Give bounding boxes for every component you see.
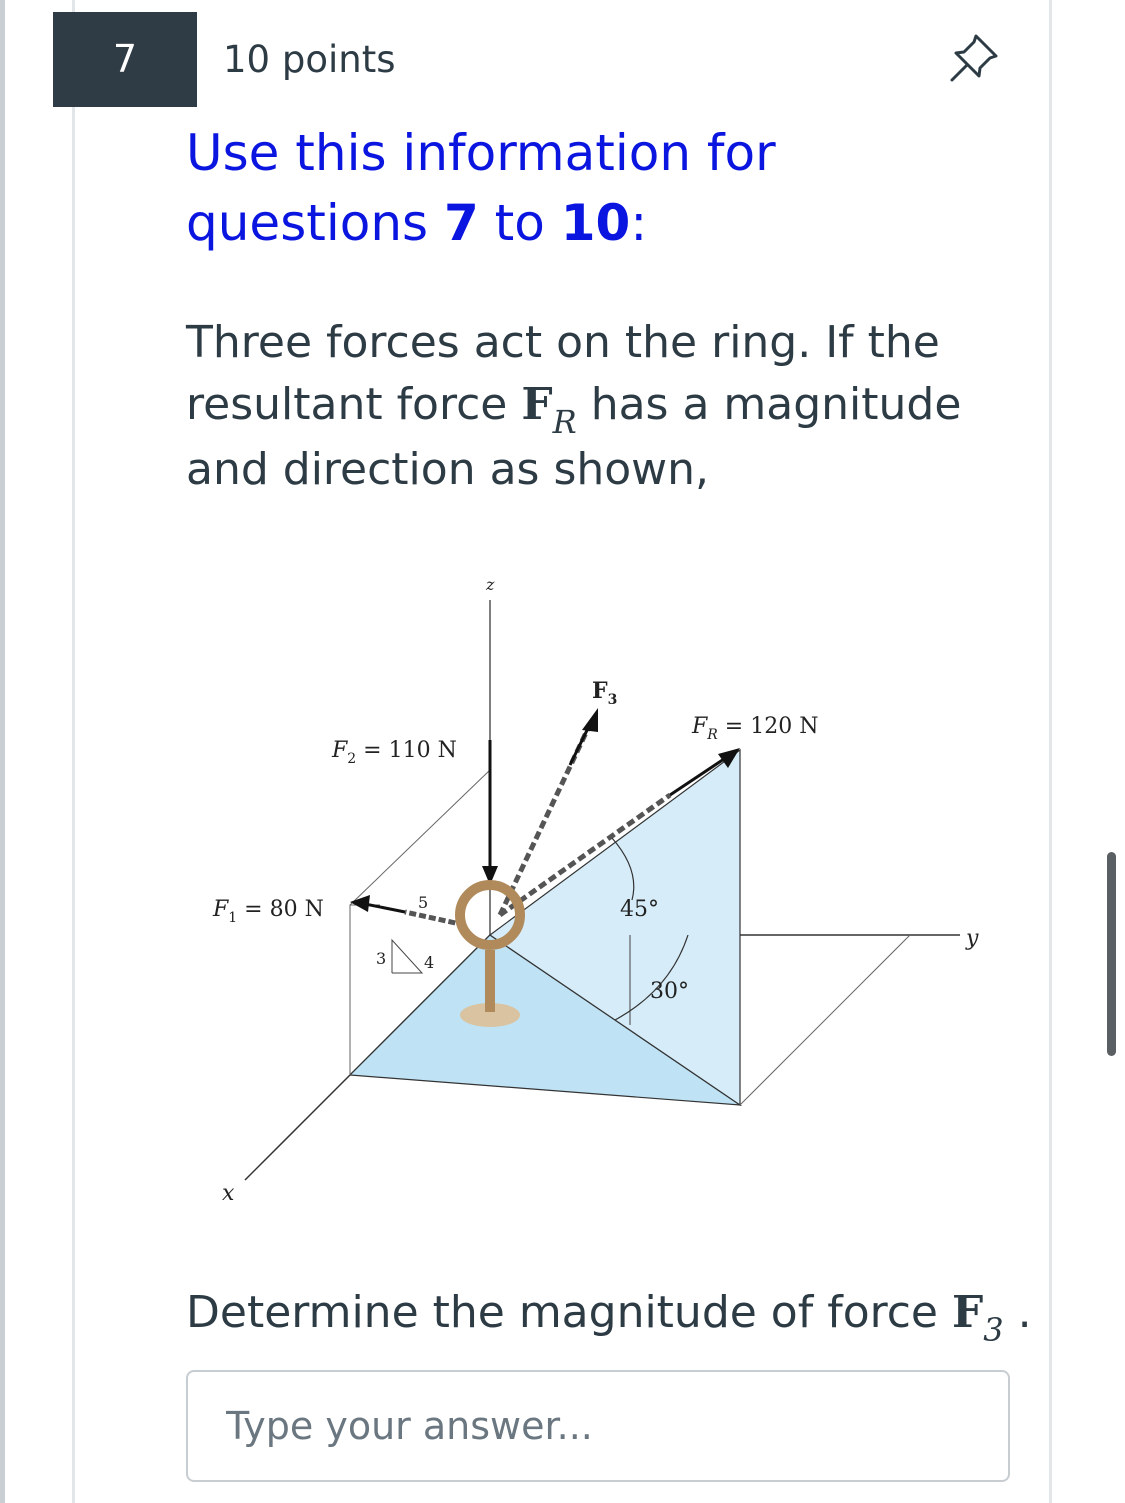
slope-label-4: 4 (424, 953, 435, 972)
force-symbol: F (951, 1287, 984, 1338)
f2-label (331, 738, 457, 767)
heading-text-mid: to (478, 194, 561, 252)
f1-label-symbol: F (213, 897, 229, 922)
f2-label-symbol: F (332, 738, 348, 763)
heading-text-pre: Use this information for questions (186, 124, 776, 252)
heading-number-to: 10 (560, 194, 631, 252)
force-diagram (200, 570, 1000, 1220)
x-axis-label: x (222, 1181, 235, 1206)
f1-arrowhead (350, 895, 370, 912)
f3-label-symbol: F (592, 678, 608, 704)
problem-statement (186, 312, 966, 501)
construction-right (740, 935, 910, 1105)
fr-label-value: = 120 N (717, 714, 819, 739)
answer-input[interactable] (186, 1370, 1010, 1482)
angle-45-label: 45° (620, 897, 659, 922)
question-number-badge: 7 (53, 12, 197, 107)
f3-arrowhead (582, 708, 598, 732)
angle-30-label: 30° (650, 979, 689, 1004)
resultant-symbol: F (521, 379, 553, 430)
slope-label-5: 5 (418, 893, 429, 912)
force-subscript: 3 (983, 1311, 1004, 1349)
y-axis-label: y (966, 926, 979, 951)
f1-label (212, 897, 324, 926)
eyebolt-shank (485, 950, 495, 1012)
pin-icon[interactable] (946, 30, 1002, 86)
question-prompt (186, 1282, 1046, 1347)
slope-label-3: 3 (376, 949, 387, 968)
statement-text-pre: Three forces act on the ring. If the resultant force (186, 317, 940, 430)
question-points: 10 points (223, 38, 396, 81)
statement-text-post: has a magnitude and direction as shown, (186, 379, 962, 495)
slope-triangle (392, 940, 422, 973)
fr-label-sub: R (707, 727, 718, 743)
prompt-text-pre: Determine the magnitude of force (186, 1287, 952, 1338)
heading-text-post: : (630, 194, 648, 252)
heading-number-from: 7 (443, 194, 479, 252)
left-rail (0, 0, 5, 1503)
info-heading (186, 118, 806, 258)
fr-label (691, 714, 818, 743)
prompt-text-post: . (1003, 1287, 1032, 1338)
scrollbar[interactable] (1107, 852, 1116, 1056)
f1-label-value: = 80 N (237, 897, 324, 922)
f1-label-sub: 1 (228, 910, 238, 926)
f2-label-sub: 2 (347, 751, 357, 767)
f3-label (592, 678, 617, 708)
f2-label-value: = 110 N (356, 738, 457, 763)
z-axis-label: z (486, 575, 495, 594)
resultant-subscript: R (552, 403, 577, 441)
fr-label-symbol: F (692, 714, 708, 739)
f3-label-sub: 3 (607, 692, 618, 708)
